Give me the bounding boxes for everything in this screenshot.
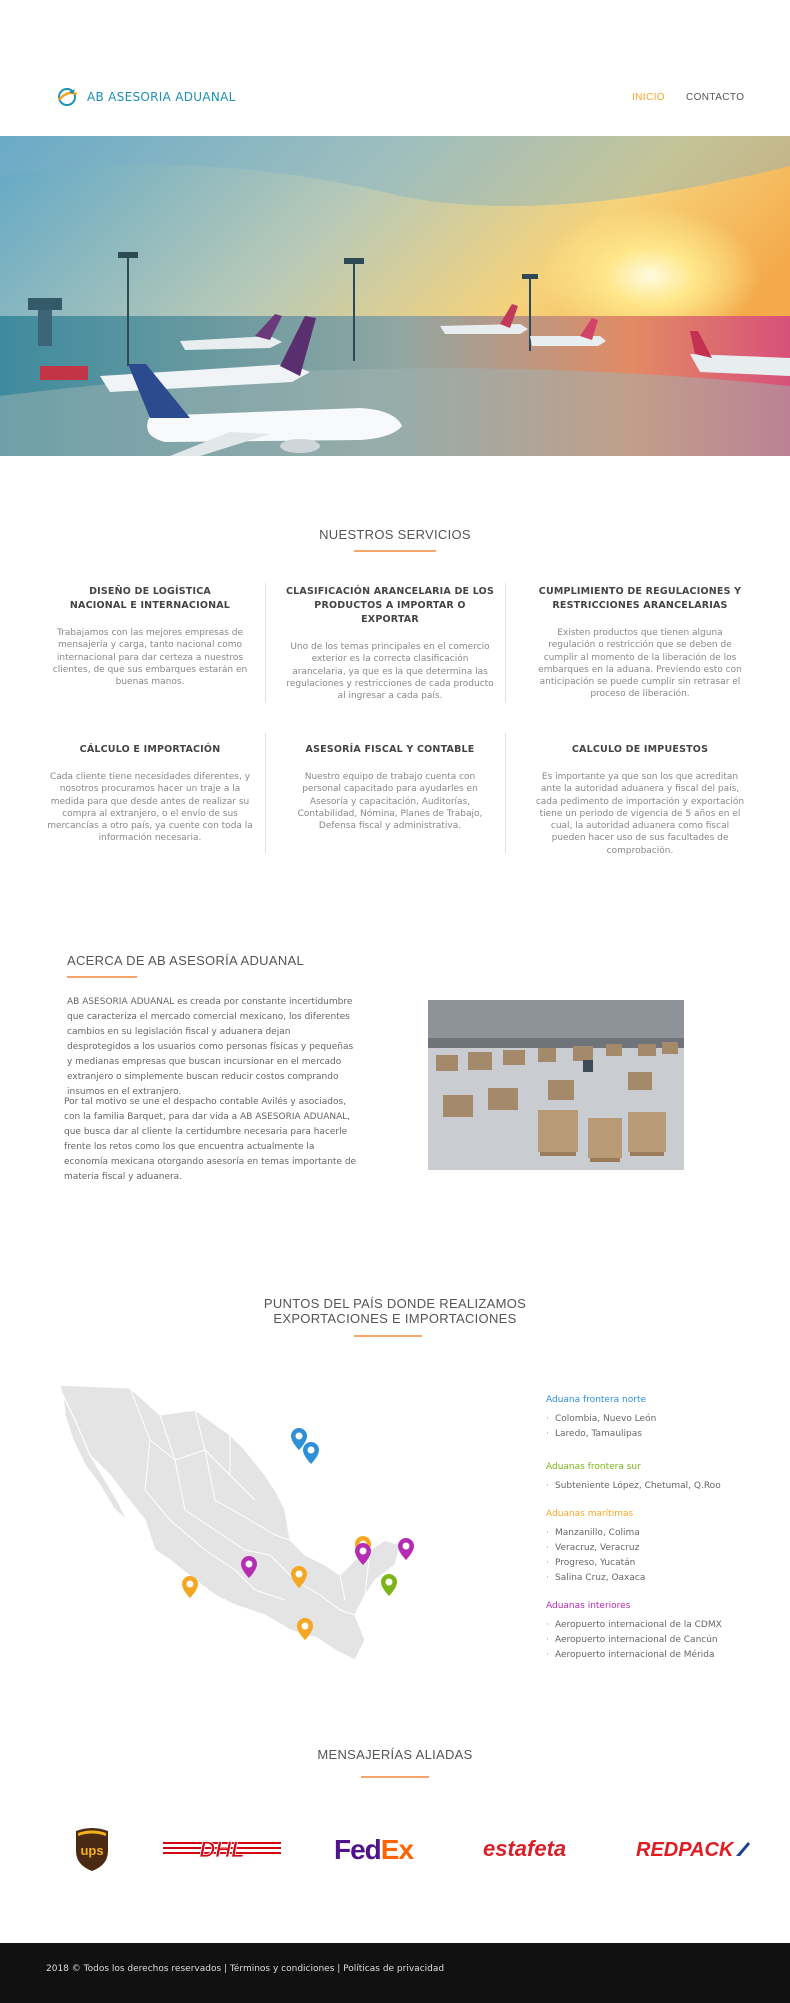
legend-item: · Colombia, Nuevo León: [546, 1412, 656, 1427]
logo-text: AB ASESORIA ADUANAL: [87, 90, 236, 104]
legend-heading: Aduanas marítimas: [546, 1509, 634, 1519]
service-card: [285, 585, 495, 702]
about-paragraph: AB ASESORIA ADUANAL es creada por constante incertidumbre que caracteriza el mercado comercial mexicano, los diferentes cambios en su legislación fiscal y aduanera dejan desprotegidos a los usuarios como personas físicas y pequeñas y medianas empresas que buscan incursionar en el mercado extranjero o simplemente buscan reducir costos comprando insumos en el extranjero.: [67, 997, 354, 1097]
service-card: [535, 585, 745, 701]
legend-item: · Aeropuerto internacional de la CDMX: [546, 1618, 722, 1633]
service-card: [45, 743, 255, 845]
location-pin-icon[interactable]: [297, 1618, 313, 1640]
dhl-logo-text: DHL: [199, 1838, 245, 1862]
legend-item: · Veracruz, Veracruz: [546, 1541, 645, 1556]
logo-globe-icon: [55, 86, 81, 108]
logo[interactable]: [55, 86, 236, 108]
legend-item: · Manzanillo, Colima: [546, 1526, 645, 1541]
legend-group: [546, 1462, 721, 1494]
service-text: Nuestro equipo de trabajo cuenta con personal capacitado para ayudarles en Asesoría y capacitación, Auditorías, Contabilidad, Nómina, Planes de Trabajo, Defensa fiscal y administrativa.: [297, 772, 483, 832]
location-pin-icon[interactable]: [182, 1576, 198, 1598]
legend-item: · Aeropuerto internacional de Cancún: [546, 1633, 722, 1648]
footer-text[interactable]: 2018 © Todos los derechos reservados | Términos y condiciones | Políticas de privacidad: [46, 1964, 445, 1974]
service-card: [285, 743, 495, 832]
legend-item: · Salina Cruz, Oaxaca: [546, 1571, 645, 1586]
service-card: [45, 585, 255, 688]
location-pin-icon[interactable]: [291, 1566, 307, 1588]
ups-logo-text: ups: [80, 1843, 104, 1858]
service-title: CALCULO DE IMPUESTOS: [571, 744, 709, 755]
couriers-title: MENSAJERÍAS ALIADAS: [317, 1747, 473, 1762]
legend-group: [546, 1509, 645, 1586]
fedex-logo[interactable]: [334, 1834, 430, 1869]
service-title: CÁLCULO E IMPORTACIÓN: [79, 744, 221, 755]
legend-item: · Laredo, Tamaulipas: [546, 1427, 656, 1442]
location-pin-icon[interactable]: [355, 1543, 371, 1565]
legend-item: · Subteniente López, Chetumal, Q.Roo: [546, 1479, 721, 1494]
divider: [505, 583, 506, 703]
divider: [265, 583, 266, 703]
warehouse-image: [428, 1000, 684, 1170]
service-card: [535, 743, 745, 857]
footer: [0, 1943, 790, 2003]
about-paragraph: Por tal motivo se une el despacho contable Avilés y asociados, con la familia Barquet, para dar vida a AB ASESORIA ADUANAL, que busca dar al cliente la certidumbre necesaria para hacerle frente los retos como los que encuentra actualmente la economía mexicana otorgando asesoría en temas importante de materia fiscal y aduanera.: [64, 1097, 357, 1182]
about-title: ACERCA DE AB ASESORÍA ADUANAL: [67, 953, 305, 968]
service-title: CUMPLIMIENTO DE REGULACIONES Y RESTRICCIONES ARANCELARIAS: [538, 586, 742, 611]
redpack-logo[interactable]: [636, 1836, 752, 1867]
points-title-underline: [354, 1335, 422, 1337]
divider: [265, 733, 266, 853]
services-title: NUESTROS SERVICIOS: [319, 527, 471, 542]
service-text: Uno de los temas principales en el comercio exterior es la correcta clasificación arancelaria, ya que es la que determina las regulaciones y restricciones de cada producto al ingresar a cada país.: [286, 642, 494, 702]
legend-group: [546, 1601, 722, 1663]
estafeta-logo[interactable]: [483, 1836, 583, 1867]
estafeta-logo-text: estafeta: [483, 1836, 567, 1861]
points-title: PUNTOS DEL PAÍS DONDE REALIZAMOS EXPORTACIONES E IMPORTACIONES: [263, 1296, 527, 1326]
couriers-title-underline: [361, 1776, 429, 1778]
legend-item: · Aeropuerto internacional de Mérida: [546, 1648, 722, 1663]
nav-inicio[interactable]: INICIO: [632, 92, 665, 103]
location-pin-icon[interactable]: [303, 1442, 319, 1464]
nav-contacto[interactable]: CONTACTO: [686, 92, 745, 103]
legend-heading: Aduana frontera norte: [546, 1395, 647, 1405]
ups-logo[interactable]: [74, 1827, 110, 1876]
service-title: CLASIFICACIÓN ARANCELARIA DE LOS PRODUCTOS A IMPORTAR O EXPORTAR: [285, 586, 494, 625]
services-title-underline: [354, 550, 436, 552]
service-title: ASESORÍA FISCAL Y CONTABLE: [305, 744, 475, 755]
mexico-map: [55, 1380, 445, 1670]
site-header: [0, 0, 790, 136]
redpack-logo-text: REDPACK: [636, 1839, 734, 1861]
legend-group: [546, 1395, 656, 1442]
location-pin-icon[interactable]: [381, 1574, 397, 1596]
about-title-underline: [67, 976, 137, 978]
location-pin-icon[interactable]: [241, 1556, 257, 1578]
service-text: Cada cliente tiene necesidades diferentes, y nosotros procuramos hacer un traje a la medida para que desde antes de realizar su compra al extranjero, o el envío de sus mercancías a otro país, ya cuente con toda la información necesaria.: [47, 772, 253, 844]
service-text: Trabajamos con las mejores empresas de mensajería y carga, tanto nacional como internacional para dar certeza a nuestros clientes, de que sus embarques estarán en buenas manos.: [52, 628, 248, 688]
legend-heading: Aduanas interiores: [546, 1601, 631, 1611]
service-text: Existen productos que tienen alguna regulación o restricción que se deben de cumplir al momento de la liberación de los embarques en la aduana. Previendo esto con anticipación se puede cumplir sin retrasar el proceso de liberación.: [538, 628, 742, 700]
location-pin-icon[interactable]: [398, 1538, 414, 1560]
hero-image: [0, 136, 790, 456]
divider: [505, 733, 506, 853]
service-title: DISEÑO DE LOGÍSTICA NACIONAL E INTERNACIONAL: [69, 586, 231, 611]
legend-item: · Progreso, Yucatán: [546, 1556, 645, 1571]
legend-heading: Aduanas frontera sur: [546, 1462, 641, 1472]
service-text: Es importante ya que son los que acreditan ante la autoridad aduanera y fiscal del país, cada pedimento de importación y exportación tiene un periodo de vigencia de 5 años en el cual, la autoridad aduanera como fiscal pueden hacer uso de sus facultades de comprobación.: [535, 772, 745, 856]
fedex-logo-text: FedEx: [334, 1834, 414, 1864]
dhl-logo[interactable]: [163, 1838, 281, 1867]
airport-sunset-illustration: [0, 136, 790, 456]
